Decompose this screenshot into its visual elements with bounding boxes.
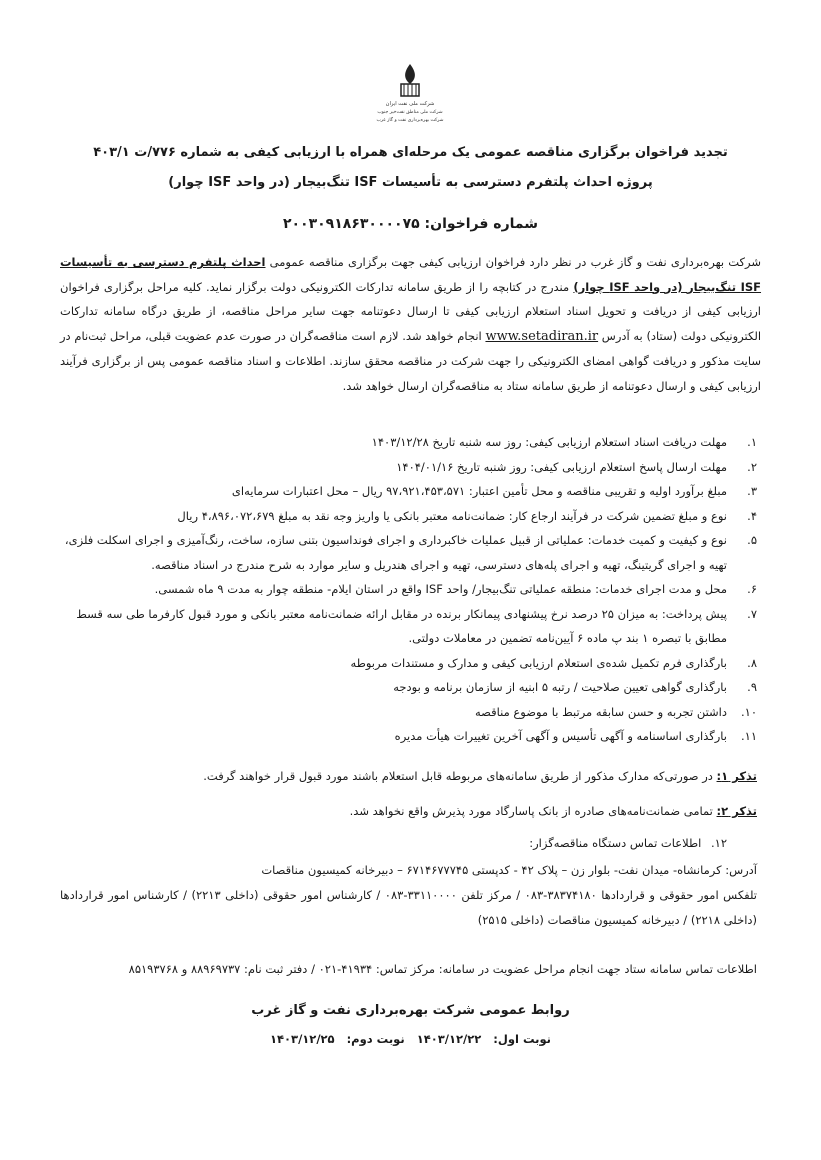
item-text: مبلغ برآورد اولیه و تقریبی مناقصه و محل تأمین اعتبار: ۹۷،۹۲۱،۴۵۳،۵۷۱ ریال – محل اعتبارات سرمایه‌ای	[231, 484, 727, 498]
conditions-list	[60, 430, 757, 749]
list-item	[60, 577, 757, 602]
list-item	[60, 651, 757, 676]
list-item	[60, 479, 757, 504]
list-item	[60, 528, 757, 577]
intro-project-name: احداث پلتفرم دسترسی به تأسیسات ISF تنگ‌بیجار (در واحد ISF چوار)	[60, 255, 762, 294]
call-number-label: شماره فراخوان:	[424, 216, 539, 232]
note-1-text: در صورتی‌که مدارک مذکور از طریق سامانه‌های مربوطه قابل استعلام باشند مورد قبول قرار خواهند گرفت.	[203, 769, 713, 783]
item-text: مهلت ارسال پاسخ استعلام ارزیابی کیفی: روز شنبه تاریخ ۱۴۰۴/۰۱/۱۶	[396, 459, 727, 474]
project-title: پروژه احداث پلتفرم دسترسی به تأسیسات ISF تنگ‌بیجار (در واحد ISF چوار)	[168, 175, 653, 190]
item-text: محل و مدت اجرای خدمات: منطقه عملیاتی تنگ‌بیجار/ واحد ISF واقع در استان ایلام- منطقه چوار به مدت ۹ ماه شمسی.	[154, 582, 727, 596]
note-1	[60, 765, 757, 787]
item-text: بارگذاری فرم تکمیل شده‌ی استعلام ارزیابی کیفی و مدارک و مستندات مربوطه	[350, 655, 727, 670]
item-number: ۴.	[747, 508, 757, 523]
list-item	[60, 602, 757, 651]
item-text: نوع و کیفیت و کمیت خدمات: عملیاتی از قبیل عملیات خاکبرداری و اجرای فونداسیون بتنی سازه، ساخت، رنگ‌آمیزی و اجرای اسکلت فلزی، تهیه و اجرای گریتینگ، تهیه و اجرای پله‌های دسترسی، تهیه و اجرای هندریل و سایر موارد به شرح مندرج در اسناد مناقصه.	[64, 533, 727, 572]
item-number: ۱.	[747, 435, 757, 449]
logo-caption-line3: شرکت بهره‌برداری نفت و گاز غرب	[376, 118, 444, 123]
contact-details	[60, 858, 757, 933]
contact-heading-text: اطلاعات تماس دستگاه مناقصه‌گزار:	[529, 836, 702, 850]
item-text: داشتن تجربه و حسن سابقه مرتبط با موضوع مناقصه	[475, 704, 727, 719]
publication-dates	[60, 1032, 761, 1046]
item-number: ۲.	[747, 459, 757, 474]
list-item	[60, 455, 757, 480]
call-number-value: ۲۰۰۳۰۹۱۸۶۳۰۰۰۰۷۵	[282, 216, 420, 232]
second-publication-label: نوبت دوم:	[346, 1032, 405, 1046]
oil-company-emblem-icon	[370, 60, 450, 130]
item-number: ۸.	[747, 655, 757, 670]
list-item	[60, 675, 757, 700]
public-relations-signature: روابط عمومی شرکت بهره‌برداری نفت و گاز غرب	[251, 1003, 570, 1018]
item-number: ۱۱.	[740, 729, 757, 743]
contact-number: ۱۲.	[710, 836, 727, 850]
note-2-text: تمامی ضمانت‌نامه‌های صادره از بانک پاسارگاد مورد پذیرش واقع نخواهد شد.	[349, 804, 713, 818]
item-number: ۶.	[747, 582, 757, 596]
setad-website-link[interactable]: www.setadiran.ir	[485, 328, 599, 344]
list-item	[60, 430, 757, 455]
setad-contact-info: اطلاعات تماس سامانه ستاد جهت انجام مراحل عضویت در سامانه: مرکز تماس: ۴۱۹۳۴-۰۲۱ / دفتر ثبت نام: ۸۸۹۶۹۷۳۷ و ۸۵۱۹۳۷۶۸	[128, 962, 757, 976]
intro-part3: انجام خواهد شد. لازم است مناقصه‌گران در صورت عدم عضویت قبلی، مراحل ثبت‌نام در سایت مذکور و دریافت گواهی امضای الکترونیکی را جهت شرکت در مناقصه محقق سازند. اطلاعات و اسناد مناقصه عمومی پس از برگزاری فرآیند ارزیابی کیفی و ارسال دعوتنامه از طریق سامانه ستاد به مناقصه‌گران ارسال خواهد شد.	[60, 328, 761, 393]
item-number: ۹.	[747, 680, 757, 694]
logo-caption-line2: شرکت ملی مناطق نفت‌خیز جنوب	[377, 110, 443, 115]
contact-phones: تلفکس امور حقوقی و قراردادها ۳۸۳۷۴۱۸۰-۰۸۳ / مرکز تلفن ۳۳۱۱۰۰۰۰-۰۸۳ / کارشناس امور حقوقی (داخلی ۲۲۱۳) / کارشناس امور قراردادها (داخلی ۲۲۱۸) / دبیرخانه کمیسیون مناقصات (داخلی ۲۵۱۵)	[60, 888, 757, 927]
item-number: ۷.	[747, 606, 757, 621]
item-number: ۵.	[747, 533, 757, 547]
intro-paragraph	[60, 250, 761, 399]
intro-part2: مندرج در کتابچه را از طریق سامانه تدارکات الکترونیکی دولت برگزار نماید. کلیه مراحل برگزاری فراخوان ارزیابی کیفی از دریافت و تحویل اسناد استعلام ارزیابی کیفی تا ارسال دعوتنامه جهت سایر مراحل مناقصه، از طریق درگاه سامانه تدارکات الکترونیکی دولت (ستاد) به آدرس	[60, 279, 762, 343]
contact-heading	[60, 832, 727, 854]
note-2-label: تذکر ۲:	[716, 804, 757, 818]
list-item	[60, 724, 757, 749]
item-text: بارگذاری اساسنامه و آگهی تأسیس و آگهی آخرین تغییرات هیأت مدیره	[394, 729, 727, 743]
item-number: ۱۰.	[740, 704, 757, 719]
note-2	[60, 800, 757, 822]
item-text: مهلت دریافت اسناد استعلام ارزیابی کیفی: روز سه شنبه تاریخ ۱۴۰۳/۱۲/۲۸	[371, 435, 727, 449]
logo-caption-line1: شرکت ملی نفت ایران	[385, 101, 435, 107]
list-item	[60, 700, 757, 725]
first-publication-label: نوبت اول:	[493, 1032, 551, 1046]
notice-title: تجدید فراخوان برگزاری مناقصه عمومی یک مرحله‌ای همراه با ارزیابی کیفی به شماره ۷۷۶/ت ۴۰۳/۱	[93, 145, 728, 160]
list-item	[60, 504, 757, 529]
contact-address: آدرس: کرمانشاه- میدان نفت- بلوار زن – پلاک ۴۲ - کدپستی ۶۷۱۴۶۷۷۷۴۵ – دبیرخانه کمیسیون مناقصات	[261, 863, 757, 877]
note-1-label: تذکر ۱:	[716, 769, 757, 783]
second-publication-date: ۱۴۰۳/۱۲/۲۵	[270, 1032, 335, 1046]
item-text: پیش پرداخت: به میزان ۲۵ درصد نرخ پیشنهادی پیمانکار برنده در مقابل ارائه ضمانت‌نامه معتبر بانکی و مورد قبول کارفرما طی سه قسط مطابق با تبصره ۱ بند پ ماده ۶ آیین‌نامه تضمین در معاملات دولتی.	[76, 606, 727, 645]
call-number-line	[60, 216, 761, 232]
first-publication-date: ۱۴۰۳/۱۲/۲۲	[416, 1032, 482, 1046]
item-number: ۳.	[747, 484, 757, 498]
item-text: نوع و مبلغ تضمین شرکت در فرآیند ارجاع کار: ضمانت‌نامه معتبر بانکی یا واریز وجه نقد به مبلغ ۴،۸۹۶،۰۷۲،۶۷۹ ریال	[177, 508, 727, 523]
company-logo	[370, 60, 450, 130]
item-text: بارگذاری گواهی تعیین صلاحیت / رتبه ۵ ابنیه از سازمان برنامه و بودجه	[393, 680, 727, 694]
intro-part1: شرکت بهره‌برداری نفت و گاز غرب در نظر دارد فراخوان ارزیابی کیفی جهت برگزاری مناقصه عمومی	[269, 255, 762, 269]
